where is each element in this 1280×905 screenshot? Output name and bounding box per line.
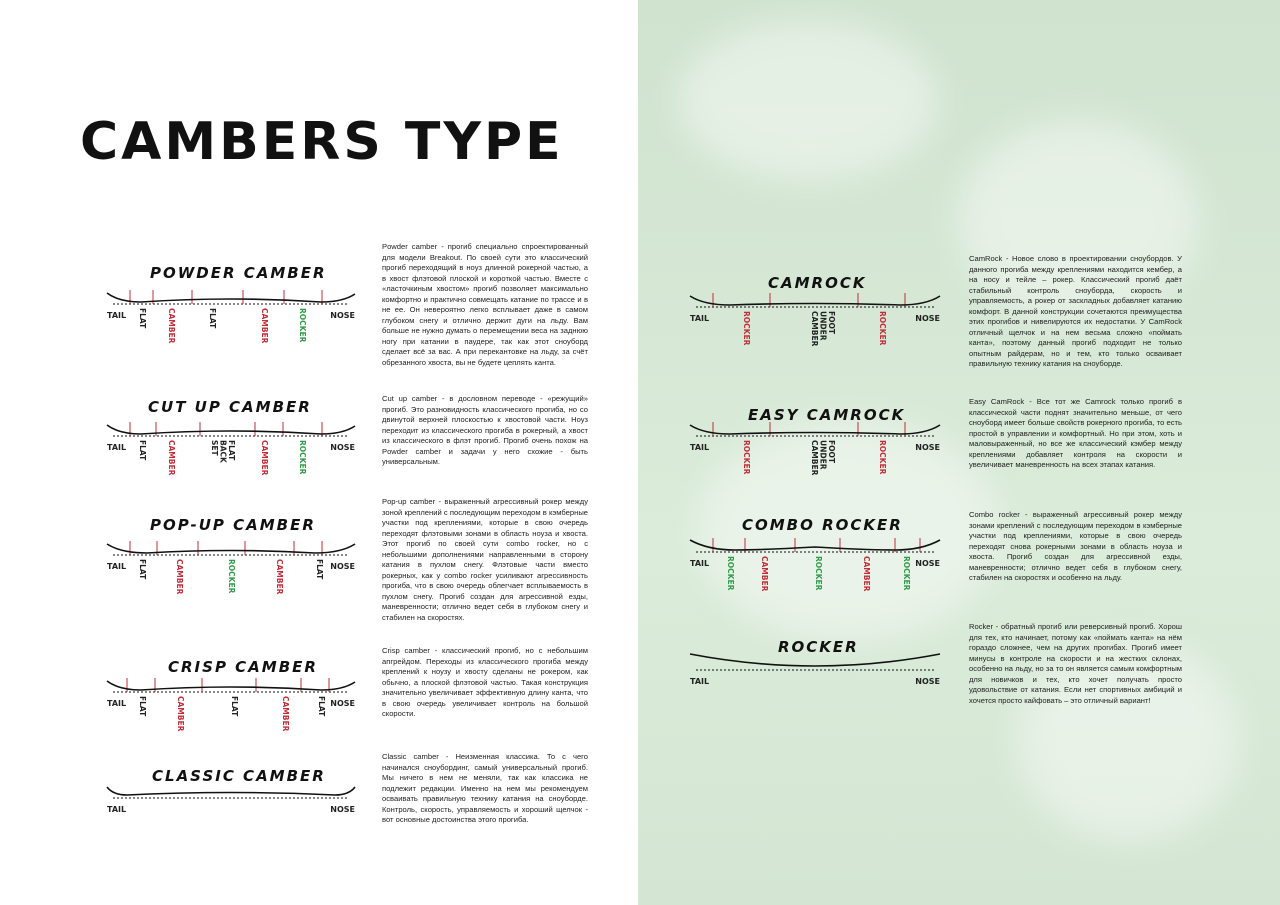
board-profile: [107, 787, 355, 795]
zone-label-flat: SET: [210, 440, 219, 456]
pop-up-camber-diagram: [107, 541, 355, 595]
zone-label-camber: CAMBER: [281, 696, 290, 732]
nose-label: NOSE: [915, 677, 940, 686]
zone-label-flat: FLAT: [138, 696, 147, 717]
easy-camrock-diagram: [690, 422, 940, 476]
zone-label-flat: CAMBER: [810, 440, 819, 476]
tail-label: TAIL: [107, 699, 127, 708]
zone-label-camber: ROCKER: [878, 440, 887, 475]
zone-label-flat: BACK: [218, 440, 228, 463]
zone-label-flat: FLAT: [138, 440, 147, 461]
board-profile: [107, 681, 355, 690]
zone-label-flat: FLAT: [317, 696, 326, 717]
zone-label-flat: CAMBER: [810, 311, 819, 347]
zone-label-flat: FLAT: [230, 696, 239, 717]
zone-label-camber: CAMBER: [176, 696, 185, 732]
zone-label-flat: FOOT: [827, 311, 836, 334]
zone-label-flat: UNDER: [818, 311, 828, 341]
nose-label: NOSE: [330, 699, 355, 708]
board-profile: [690, 540, 940, 550]
nose-label: NOSE: [330, 443, 355, 452]
zone-label-camber: CAMBER: [275, 559, 284, 595]
camrock-title: CAMROCK: [768, 274, 867, 292]
board-profile: [107, 293, 355, 302]
tail-label: TAIL: [107, 562, 127, 571]
tail-label: TAIL: [690, 559, 710, 568]
crisp-camber-diagram: [107, 678, 355, 732]
zone-label-camber: CAMBER: [260, 308, 269, 344]
combo-rocker-description: Combo rocker - выраженный агрессивный рокер между зонами креплений с последующим переходом в кэмберные участки под креплениями, которые в свою очередь переходят снова рокерными зонами в область ноуза и хвоста. Прогиб создан для агрессивной езды, маневренности; отлично ведет себя в глубоком снегу, стабилен на скоростях и особенно на льду.: [969, 510, 1182, 582]
zone-label-camber: CAMBER: [167, 440, 176, 476]
pop-up-camber-title: POP-UP CAMBER: [150, 516, 316, 534]
combo-rocker-diagram: [690, 538, 940, 592]
zone-label-rocker: ROCKER: [726, 556, 735, 591]
board-profile: [107, 425, 355, 434]
cut-up-camber-title: CUT UP CAMBER: [148, 398, 312, 416]
nose-label: NOSE: [330, 562, 355, 571]
powder-camber-diagram: [107, 290, 355, 344]
pop-up-camber-description: Pop-up camber - выраженный агрессивный рокер между зоной креплений с последующим переходом в кэмберные участки под креплениями, которые в свою очередь переходят флэтовыми зонами в область ноуза и хвоста. Этот прогиб по своей сути combo rocker, но с небольшими дополнениями направленными в сторону катания в пухлом снегу. Флэтовые части вместо рокерных, как у combo rocker усиливают агрессивность прогиба, что в свою очередь облегчает всплываемость в пухлом снегу. Прогиб создан для агрессивной езды, маневренности; отлично ведет себя в глубоком снегу и стабилен на скоростях.: [382, 497, 588, 622]
camrock-description: CamRock - Новое слово в проектировании сноубордов. У данного прогиба между креплениями находится кембер, а на носу и тейле – рокер. Классический прогиб даёт стабильный контроль сноуборда, скорость и управляемость, а рокер от заскладных добавляет катанию комфорт. В данной конструкции сочетаются преимущества этих прогибов и нивелируются их недостатки. У CamRock отличный щелчок и на нем весьма сложно «поймать канта», поэтому данный прогиб подходит не только опытным райдерам, но и тем, кто только осваивает правильную технику катания на сноуборде.: [969, 254, 1182, 368]
rocker-diagram: [690, 654, 940, 686]
camrock-diagram: [690, 293, 940, 347]
tail-label: TAIL: [107, 311, 127, 320]
zone-label-flat: FOOT: [827, 440, 836, 463]
zone-label-rocker: ROCKER: [814, 556, 823, 591]
tail-label: TAIL: [107, 443, 127, 452]
zone-label-camber: ROCKER: [878, 311, 887, 346]
nose-label: NOSE: [330, 311, 355, 320]
tail-label: TAIL: [690, 314, 710, 323]
classic-camber-diagram: [107, 787, 355, 814]
classic-camber-title: CLASSIC CAMBER: [152, 767, 326, 785]
zone-label-rocker: ROCKER: [298, 440, 307, 475]
zone-label-flat: FLAT: [138, 308, 147, 329]
tail-label: TAIL: [690, 677, 710, 686]
board-profile: [107, 544, 355, 553]
zone-label-camber: CAMBER: [260, 440, 269, 476]
rocker-description: Rocker - обратный прогиб или реверсивный прогиб. Хорош для тех, кто начинает, потому как «поймать канта» на нём гораздо сложнее, чем на других прогибах. Прогиб имеет минусы в контроле на скорости и на жестких склонах, особенно на льду, но за то он является самым комфортным для новичков и тех, кто хочет получать просто удовольствие от катания. Если нет спортивных амбиций и хочется просто кайфовать – это отличный вариант!: [969, 622, 1182, 705]
zone-label-camber: CAMBER: [167, 308, 176, 344]
zone-label-camber: CAMBER: [760, 556, 769, 592]
zone-label-camber: ROCKER: [742, 440, 751, 475]
powder-camber-title: POWDER CAMBER: [150, 264, 327, 282]
zone-label-rocker: ROCKER: [298, 308, 307, 343]
zone-label-flat: UNDER: [818, 440, 828, 470]
easy-camrock-description: Easy CamRock - Все тот же Camrock только прогиб в классической части поднят значительно меньше, от чего сноуборд имеет больше свойств рокерного прогиба, то есть простой в управлении и комфортный. Но при этом, хоть и маловыраженный, но все же классический кэмбер между креплениями добавляет контроля на скорости и увеличивает маневренность на всех этапах катания.: [969, 397, 1182, 469]
zone-label-camber: ROCKER: [742, 311, 751, 346]
rocker-title: ROCKER: [778, 638, 859, 656]
zone-label-flat: FLAT: [227, 440, 236, 461]
board-profile: [690, 296, 940, 305]
zone-label-flat: FLAT: [208, 308, 217, 329]
cut-up-camber-diagram: [107, 422, 355, 476]
zone-label-camber: CAMBER: [862, 556, 871, 592]
crisp-camber-description: Crisp camber - классический прогиб, но с небольшим апгрейдом. Переходы из классического прогиба между креплений к ноузу и хвосту сделаны не рокером, как обычно, а плоской флэтовой частью. Такая конструкция значительно увеличивает эффективную длину канта, что в свою очередь увеличивает контроль на большой скорости.: [382, 646, 588, 718]
zone-label-camber: CAMBER: [175, 559, 184, 595]
tail-label: TAIL: [107, 805, 127, 814]
classic-camber-description: Classic camber - Неизменная классика. То с чего начинался сноубординг, самый универсальный прогиб. Мы ничего в нем не меняли, так как классика не подлежит редакции. Именно на нем мы рекомендуем осваивать правильную технику катания на сноуборде. Контроль, скорость, управляемость и хороший щелчок - вот основные достоинства этого прогиба.: [382, 752, 588, 824]
zone-label-flat: FLAT: [138, 559, 147, 580]
zone-label-flat: FLAT: [315, 559, 324, 580]
nose-label: NOSE: [915, 559, 940, 568]
tail-label: TAIL: [690, 443, 710, 452]
zone-label-rocker: ROCKER: [902, 556, 911, 591]
board-profile: [690, 425, 940, 434]
easy-camrock-title: EASY CAMROCK: [748, 406, 906, 424]
nose-label: NOSE: [915, 314, 940, 323]
crisp-camber-title: CRISP CAMBER: [168, 658, 318, 676]
nose-label: NOSE: [330, 805, 355, 814]
page-title: CAMBERS TYPE: [80, 112, 564, 172]
powder-camber-description: Powder camber - прогиб специально спроектированный для модели Breakout. По своей сути это классический прогиб переходящий в ноуз длинной рокерной частью, а в хвост флэтовой плоской и короткой частью. Вместе с «ласточкиным хвостом» прогиб позволяет максимально комфортно и практично совмещать катание по трассе и в не ее. Он невероятно легко всплывает даже в самом глубоком снегу и отлично держит дуги на льду. Вам больше не нужно думать о перемещении веса на заднюю ногу при катании в паудере, так как этот сноуборд сделает всё за вас. А при перекантовке на льду, за счёт обрезанного хвоста, вы не будете цеплять канта.: [382, 242, 588, 367]
cut-up-camber-description: Cut up camber - в дословном переводе - «режущий» прогиб. Это разновидность классического прогиба, но со двинутой верхней плоскостью к хвостовой части. Ноуз переходит из классического прогиба в рокерный, а хвост из классического в флэт прогиб. Прогиб очень похож на Powder camber и задачи у него схожие - быть универсальным.: [382, 394, 588, 466]
zone-label-rocker: ROCKER: [227, 559, 236, 594]
combo-rocker-title: COMBO ROCKER: [742, 516, 903, 534]
nose-label: NOSE: [915, 443, 940, 452]
